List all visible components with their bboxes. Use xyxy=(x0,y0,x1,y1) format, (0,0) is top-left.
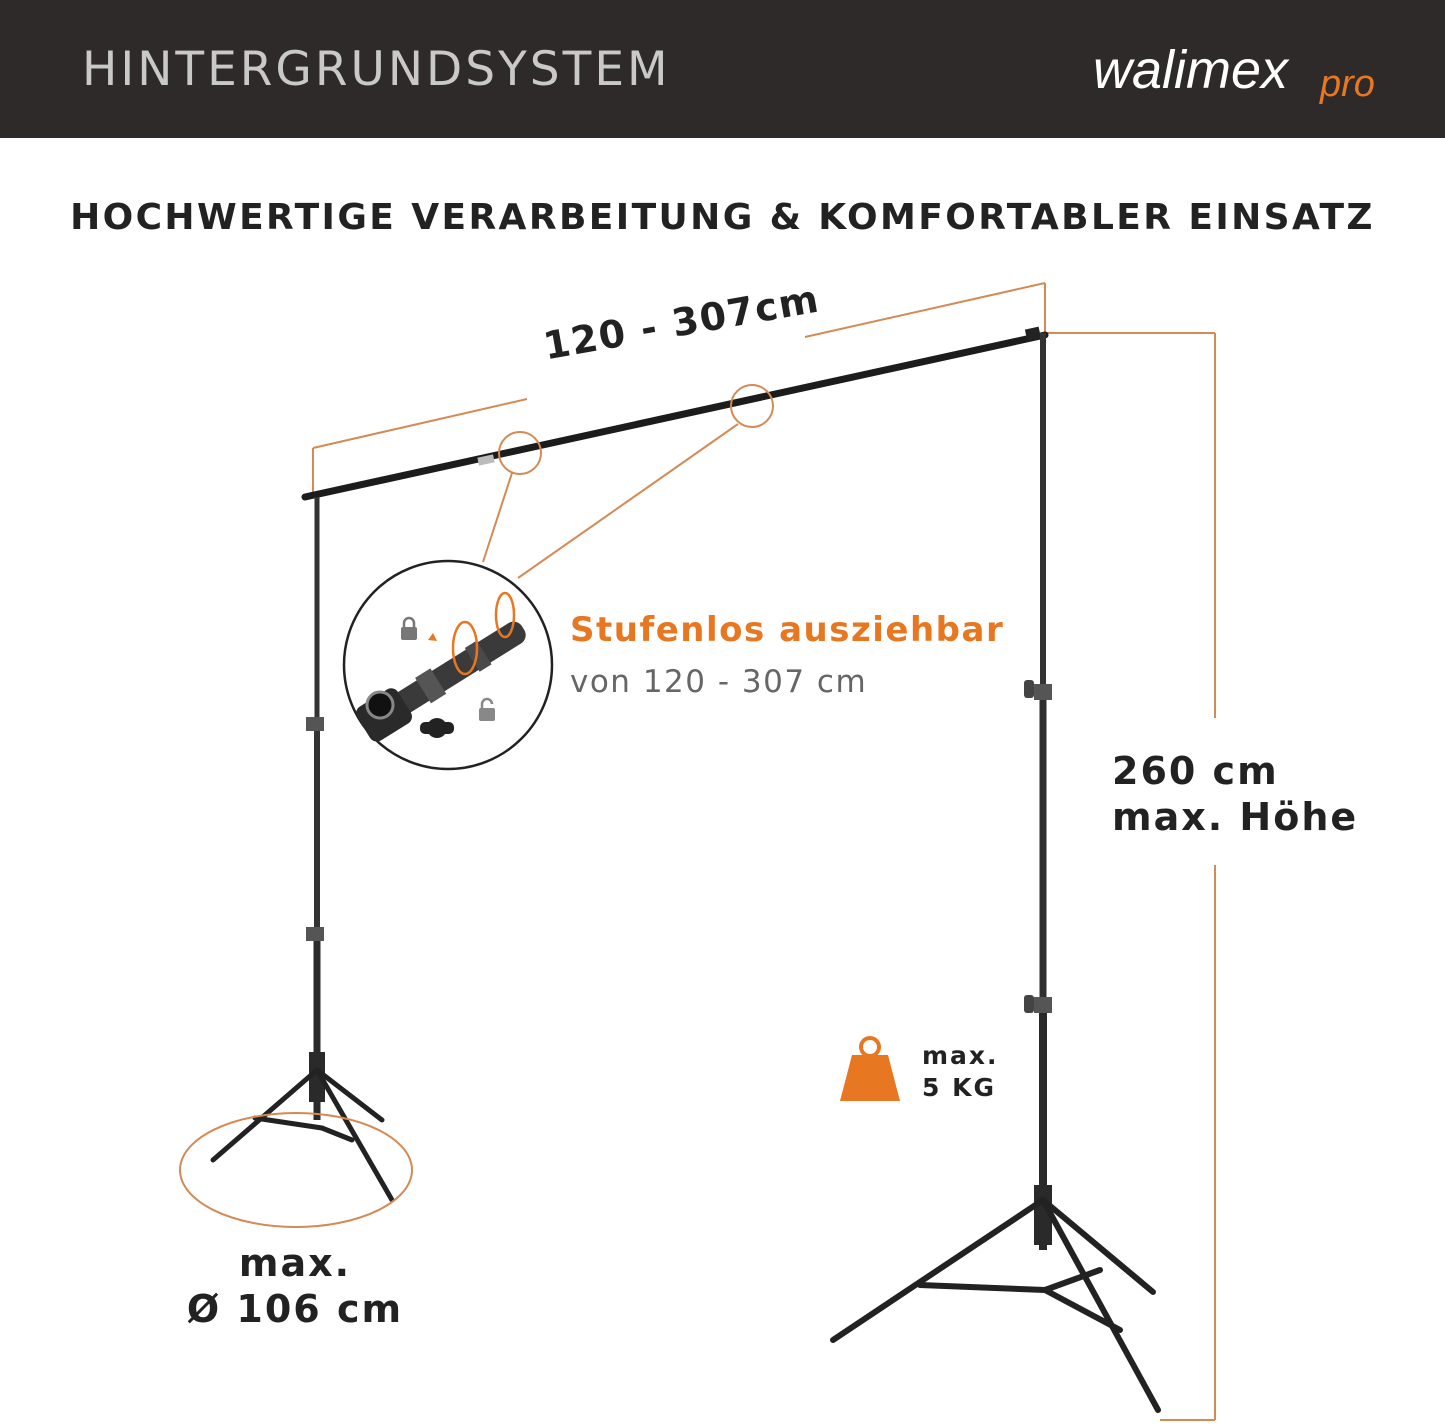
max-load-value: 5 KG xyxy=(922,1073,996,1102)
weight-icon xyxy=(840,1038,900,1101)
page-title: HINTERGRUNDSYSTEM xyxy=(82,42,671,97)
clamp-detail-inset xyxy=(344,561,552,769)
max-load-label xyxy=(922,1040,999,1104)
height-dimension-label xyxy=(1112,748,1358,840)
height-value: 260 cm xyxy=(1112,749,1279,793)
width-dimension-label: 120 - 307cm xyxy=(540,276,823,369)
crossbar-detail-callout xyxy=(483,385,773,578)
svg-text:pro: pro xyxy=(1320,63,1375,105)
max-load-prefix: max. xyxy=(922,1041,999,1070)
feature-subtitle: von 120 - 307 cm xyxy=(570,664,868,700)
base-diameter-value: Ø 106 cm xyxy=(186,1287,404,1331)
feature-title: Stufenlos ausziehbar xyxy=(570,610,1005,650)
height-caption: max. Höhe xyxy=(1112,795,1359,839)
right-stand xyxy=(833,333,1158,1410)
height-dimension-line xyxy=(1045,333,1215,1420)
base-diameter-label xyxy=(170,1240,420,1332)
crossbar xyxy=(305,327,1045,497)
subtitle-heading: HOCHWERTIGE VERARBEITUNG & KOMFORTABLER EINSATZ xyxy=(70,197,1375,238)
svg-text:walimex: walimex xyxy=(1093,40,1289,100)
base-diameter-prefix: max. xyxy=(238,1241,352,1285)
